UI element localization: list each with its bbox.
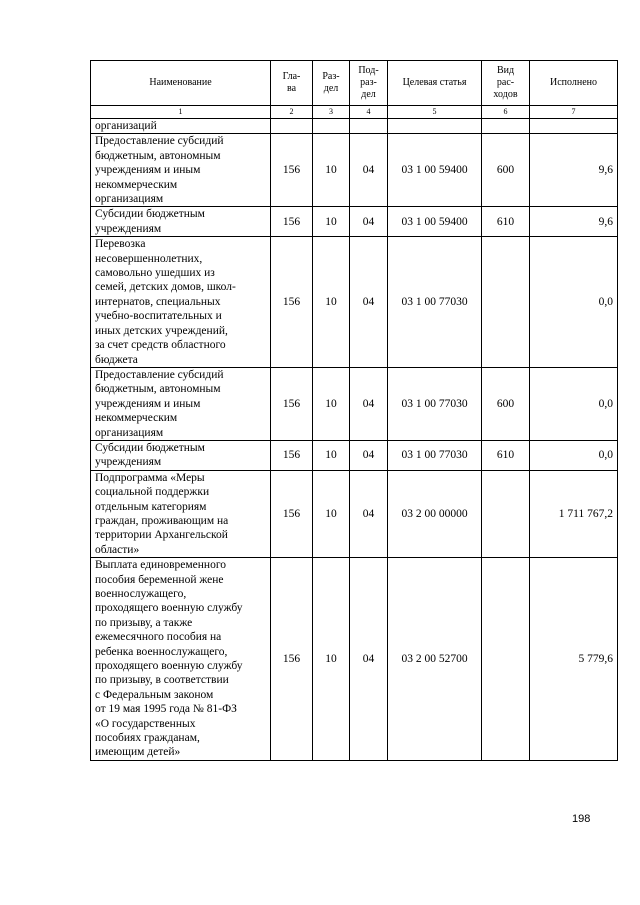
header-section: Раз- дел (313, 61, 350, 106)
table-row (91, 119, 618, 134)
row-chapter: 156 (271, 558, 313, 761)
row-target-article (388, 119, 482, 134)
row-target-article: 03 1 00 77030 (388, 367, 482, 440)
table-row (91, 237, 618, 368)
row-expense-kind: 600 (482, 134, 530, 207)
row-name: Перевозка несовершеннолетних, самовольно ушедших из семей, детских домов, школ- интернатов, специальных учебно-воспитательных и иных детских учреждений, за счет средств областного бюджета (91, 237, 271, 368)
table-row (91, 134, 618, 207)
row-executed: 5 779,6 (530, 558, 618, 761)
header-target-article: Целевая статья (388, 61, 482, 106)
header-executed: Исполнено (530, 61, 618, 106)
row-subsection (350, 119, 388, 134)
row-subsection: 04 (350, 470, 388, 557)
column-number: 3 (313, 106, 350, 119)
row-executed: 0,0 (530, 367, 618, 440)
table-row (91, 207, 618, 237)
table-row (91, 440, 618, 470)
row-chapter: 156 (271, 470, 313, 557)
budget-execution-table (90, 60, 618, 761)
table-row (91, 367, 618, 440)
row-section: 10 (313, 237, 350, 368)
row-name: организаций (91, 119, 271, 134)
row-section (313, 119, 350, 134)
row-name: Субсидии бюджетным учреждениям (91, 440, 271, 470)
column-number: 6 (482, 106, 530, 119)
table-body (91, 119, 618, 761)
row-expense-kind: 610 (482, 440, 530, 470)
row-chapter: 156 (271, 367, 313, 440)
row-section: 10 (313, 134, 350, 207)
column-number-row (91, 106, 618, 119)
row-executed (530, 119, 618, 134)
row-section: 10 (313, 367, 350, 440)
column-number: 4 (350, 106, 388, 119)
row-expense-kind: 600 (482, 367, 530, 440)
column-number: 5 (388, 106, 482, 119)
row-expense-kind: 610 (482, 207, 530, 237)
row-executed: 9,6 (530, 134, 618, 207)
row-name: Субсидии бюджетным учреждениям (91, 207, 271, 237)
row-subsection: 04 (350, 440, 388, 470)
row-target-article: 03 1 00 59400 (388, 134, 482, 207)
row-chapter: 156 (271, 237, 313, 368)
row-name: Предоставление субсидий бюджетным, автономным учреждениям и иным некоммерческим организациям (91, 367, 271, 440)
row-chapter: 156 (271, 440, 313, 470)
column-number: 1 (91, 106, 271, 119)
row-chapter: 156 (271, 207, 313, 237)
row-section: 10 (313, 440, 350, 470)
row-executed: 9,6 (530, 207, 618, 237)
row-section: 10 (313, 470, 350, 557)
row-name: Подпрограмма «Меры социальной поддержки отдельным категориям граждан, проживающим на территории Архангельской области» (91, 470, 271, 557)
row-subsection: 04 (350, 237, 388, 368)
table-row (91, 558, 618, 761)
row-target-article: 03 1 00 77030 (388, 237, 482, 368)
header-expense-kind: Вид рас- ходов (482, 61, 530, 106)
row-subsection: 04 (350, 207, 388, 237)
column-number: 2 (271, 106, 313, 119)
header-name: Наименование (91, 61, 271, 106)
row-expense-kind (482, 558, 530, 761)
row-executed: 0,0 (530, 237, 618, 368)
row-section: 10 (313, 558, 350, 761)
row-chapter (271, 119, 313, 134)
row-target-article: 03 2 00 52700 (388, 558, 482, 761)
row-section: 10 (313, 207, 350, 237)
row-name: Предоставление субсидий бюджетным, автономным учреждениям и иным некоммерческим организациям (91, 134, 271, 207)
row-target-article: 03 1 00 59400 (388, 207, 482, 237)
row-chapter: 156 (271, 134, 313, 207)
header-subsection: Под- раз- дел (350, 61, 388, 106)
row-expense-kind (482, 119, 530, 134)
row-executed: 1 711 767,2 (530, 470, 618, 557)
row-subsection: 04 (350, 558, 388, 761)
column-number: 7 (530, 106, 618, 119)
row-executed: 0,0 (530, 440, 618, 470)
row-target-article: 03 2 00 00000 (388, 470, 482, 557)
row-subsection: 04 (350, 134, 388, 207)
page-number: 198 (572, 813, 591, 825)
row-subsection: 04 (350, 367, 388, 440)
table-row (91, 470, 618, 557)
header-row (91, 61, 618, 106)
row-target-article: 03 1 00 77030 (388, 440, 482, 470)
row-expense-kind (482, 470, 530, 557)
row-expense-kind (482, 237, 530, 368)
row-name: Выплата единовременного пособия беременной жене военнослужащего, проходящего военную службу по призыву, а также ежемесячного пособия на ребенка военнослужащего, проходящего военную службу по призыву, в соответствии с Федеральным законом от 19 мая 1995 года № 81-ФЗ «О государственных пособиях гражданам, имеющим детей» (91, 558, 271, 761)
header-chapter: Гла- ва (271, 61, 313, 106)
